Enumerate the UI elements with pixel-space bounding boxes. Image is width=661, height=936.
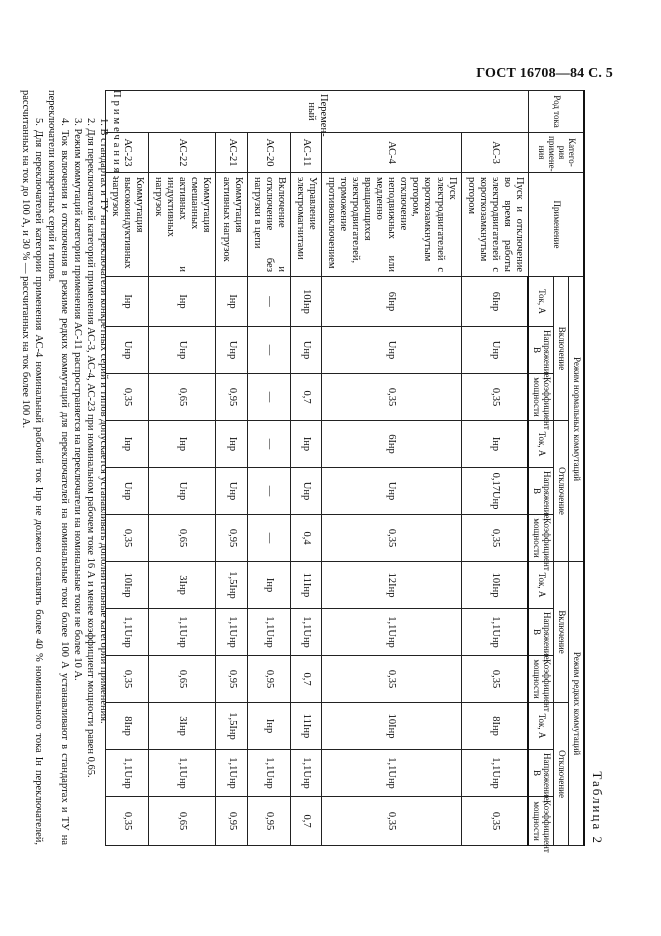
note-item: 4. Ток включения и отключения в режиме редких коммутаций для переключателей на номинальные токи более 100 А устанавливают в стандартах и ТУ на переключатели конкретных серий и типов.: [46, 90, 70, 845]
value-cell: 0,35: [106, 515, 149, 562]
categories-table: [105, 90, 585, 853]
value-cell: 0,4: [290, 515, 321, 562]
value-cell: Iнр: [149, 277, 216, 327]
value-cell: —: [247, 277, 290, 327]
table-row: [321, 91, 461, 846]
value-cell: 1,1Uнр: [106, 750, 149, 797]
table-caption: Таблица 2: [590, 771, 605, 845]
header-normal-on: Включение: [554, 277, 569, 421]
value-cell: 0,35: [106, 656, 149, 703]
value-cell: 0,35: [461, 374, 528, 421]
value-cell: Uнр: [290, 327, 321, 374]
header-rare-off: Отключение: [554, 703, 569, 846]
application-cell: Пуск электродвигателей с короткозамкнутым ротором, отключение неподвижных или медленно вращающихся электродвигателей, торможение противовключением: [321, 173, 461, 277]
value-cell: —: [247, 374, 290, 421]
value-cell: Iнр: [290, 421, 321, 468]
header-current: Ток, А: [528, 703, 553, 750]
value-cell: 10Iнр: [290, 277, 321, 327]
value-cell: Uнр: [461, 327, 528, 374]
value-cell: Iнр: [216, 421, 247, 468]
category-cell: АС-3: [461, 133, 528, 173]
value-cell: Iнр: [461, 421, 528, 468]
header-power-factor: Коэффициент мощности: [528, 656, 553, 703]
application-cell: Коммутация высокоиндуктивных нагрузок: [106, 173, 149, 277]
header-normal-off: Отключение: [554, 421, 569, 562]
value-cell: 12Iнр: [321, 562, 461, 609]
value-cell: 1,1Uнр: [321, 750, 461, 797]
value-cell: 0,95: [247, 797, 290, 846]
value-cell: 0,35: [321, 797, 461, 846]
value-cell: Uнр: [216, 468, 247, 515]
header-normal-mode: Режим нормальных коммутаций: [569, 277, 584, 562]
header-category: Катего-рия примене-ния: [528, 133, 584, 173]
value-cell: Uнр: [321, 327, 461, 374]
note-item: 2. Для переключателей категорий применения АС-3, АС-4, АС-23 при номинальном рабочем токе 16 А и менее коэффициент мощности равен 0,65.: [85, 118, 96, 778]
value-cell: —: [247, 327, 290, 374]
value-cell: 0,35: [461, 797, 528, 846]
header-power-factor: Коэффициент мощности: [528, 515, 553, 562]
category-cell: АС-21: [216, 133, 247, 173]
value-cell: 0,7: [290, 656, 321, 703]
header-power-factor: Коэффициент мощности: [528, 797, 553, 846]
value-cell: 1,1Uнр: [216, 609, 247, 656]
category-cell: АС-22: [149, 133, 216, 173]
value-cell: 1,1Uнр: [321, 609, 461, 656]
value-cell: 0,35: [106, 797, 149, 846]
value-cell: 0,95: [247, 656, 290, 703]
category-cell: АС-20: [247, 133, 290, 173]
value-cell: Iнр: [216, 277, 247, 327]
header-current: Ток, А: [528, 277, 553, 327]
table-row: [149, 91, 216, 846]
value-cell: 8Iнр: [461, 703, 528, 750]
application-cell: Управление электромагнитами: [290, 173, 321, 277]
value-cell: 0,65: [149, 374, 216, 421]
notes-section: [19, 90, 123, 845]
value-cell: —: [247, 468, 290, 515]
value-cell: Iнр: [106, 277, 149, 327]
value-cell: 0,35: [321, 515, 461, 562]
value-cell: 1,5Iнр: [216, 703, 247, 750]
value-cell: Uнр: [290, 468, 321, 515]
application-cell: Включение и отключение без нагрузки в цепи: [247, 173, 290, 277]
header-power-factor: Коэффициент мощности: [528, 374, 553, 421]
value-cell: —: [247, 515, 290, 562]
value-cell: 0,7: [290, 797, 321, 846]
note-item: 5. Для переключателей категории применения АС-4 номинальный рабочий ток Iнр не должен составлять более 40 % номинального тока Iн переключателей, рассчитанных на ток до 100 А, и 30 % — рассчитанных на ток более 100 А.: [20, 90, 44, 845]
value-cell: 0,35: [106, 374, 149, 421]
header-voltage: Напряжение, В: [528, 327, 553, 374]
value-cell: 0,35: [461, 515, 528, 562]
table-row: [290, 91, 321, 846]
note-item: 1. В стандартах и ТУ на переключатели конкретных серий и типов допускается устанавливать дополнительные категории применения.: [98, 118, 109, 724]
value-cell: Iнр: [247, 562, 290, 609]
value-cell: 0,35: [321, 374, 461, 421]
value-cell: 10Iнр: [106, 562, 149, 609]
value-cell: Iнр: [149, 421, 216, 468]
value-cell: 0,65: [149, 797, 216, 846]
value-cell: Iнр: [247, 703, 290, 750]
header-current-kind: Род тока: [528, 91, 584, 133]
value-cell: 8Iнр: [106, 703, 149, 750]
table-row: [216, 91, 247, 846]
header-voltage: Напряжение, В: [528, 750, 553, 797]
value-cell: 1,1Uнр: [461, 750, 528, 797]
header-application: Применение: [528, 173, 584, 277]
value-cell: 1,1Uнр: [247, 609, 290, 656]
header-voltage: Напряжение, В: [528, 609, 553, 656]
value-cell: 0,35: [321, 656, 461, 703]
notes-title: Примечания:: [111, 90, 122, 182]
header-rare-mode: Режим редких коммутаций: [569, 562, 584, 846]
value-cell: 0,95: [216, 797, 247, 846]
value-cell: 0,65: [149, 656, 216, 703]
value-cell: 1,1Uнр: [290, 750, 321, 797]
value-cell: Uнр: [106, 468, 149, 515]
value-cell: 3Iнр: [149, 703, 216, 750]
value-cell: 1,1Uнр: [461, 609, 528, 656]
value-cell: 1,1Uнр: [149, 609, 216, 656]
value-cell: Uнр: [149, 468, 216, 515]
value-cell: Uнр: [216, 327, 247, 374]
application-cell: Коммутация активных нагрузок: [216, 173, 247, 277]
category-cell: АС-23: [106, 133, 149, 173]
header-current: Ток, А: [528, 562, 553, 609]
value-cell: 0,35: [461, 656, 528, 703]
value-cell: 1,1Uнр: [290, 609, 321, 656]
value-cell: 6Iнр: [321, 277, 461, 327]
table-row: [461, 91, 528, 846]
value-cell: 10Iнр: [321, 703, 461, 750]
value-cell: 1,1Uнр: [149, 750, 216, 797]
header-rare-on: Включение: [554, 562, 569, 703]
value-cell: —: [247, 421, 290, 468]
value-cell: 6Iнр: [461, 277, 528, 327]
application-cell: Коммутация смешанных активных и индуктивных нагрузок: [149, 173, 216, 277]
value-cell: Uнр: [106, 327, 149, 374]
rotated-content: [20, 90, 605, 853]
value-cell: 0,95: [216, 374, 247, 421]
value-cell: 0,17Uнр: [461, 468, 528, 515]
value-cell: Uнр: [321, 468, 461, 515]
value-cell: Uнр: [149, 327, 216, 374]
value-cell: 0,65: [149, 515, 216, 562]
value-cell: 1,1Uнр: [247, 750, 290, 797]
current-kind-cell: Перемен-ный: [106, 91, 529, 133]
value-cell: 3Iнр: [149, 562, 216, 609]
value-cell: 6Iнр: [321, 421, 461, 468]
header-voltage: Напряжение, В: [528, 468, 553, 515]
value-cell: 0,95: [216, 656, 247, 703]
note-item: 3. Режим коммутаций категории применения АС-11 распространяется на переключатели на номинальные токи не более 10 А.: [72, 118, 83, 681]
value-cell: 10Iнр: [461, 562, 528, 609]
value-cell: 11Iнр: [290, 703, 321, 750]
value-cell: Iнр: [106, 421, 149, 468]
value-cell: 0,95: [216, 515, 247, 562]
value-cell: 0,7: [290, 374, 321, 421]
category-cell: АС-4: [321, 133, 461, 173]
header-current: Ток, А: [528, 421, 553, 468]
value-cell: 1,5Iнр: [216, 562, 247, 609]
application-cell: Пуск и отключение во время работы электродвигателей с короткозамкнутым ротором: [461, 173, 528, 277]
value-cell: 1,1Uнр: [106, 609, 149, 656]
table-row: [247, 91, 290, 846]
value-cell: 1,1Uнр: [216, 750, 247, 797]
category-cell: АС-11: [290, 133, 321, 173]
value-cell: 11Iнр: [290, 562, 321, 609]
page-header: ГОСТ 16708—84 С. 5: [476, 66, 613, 81]
